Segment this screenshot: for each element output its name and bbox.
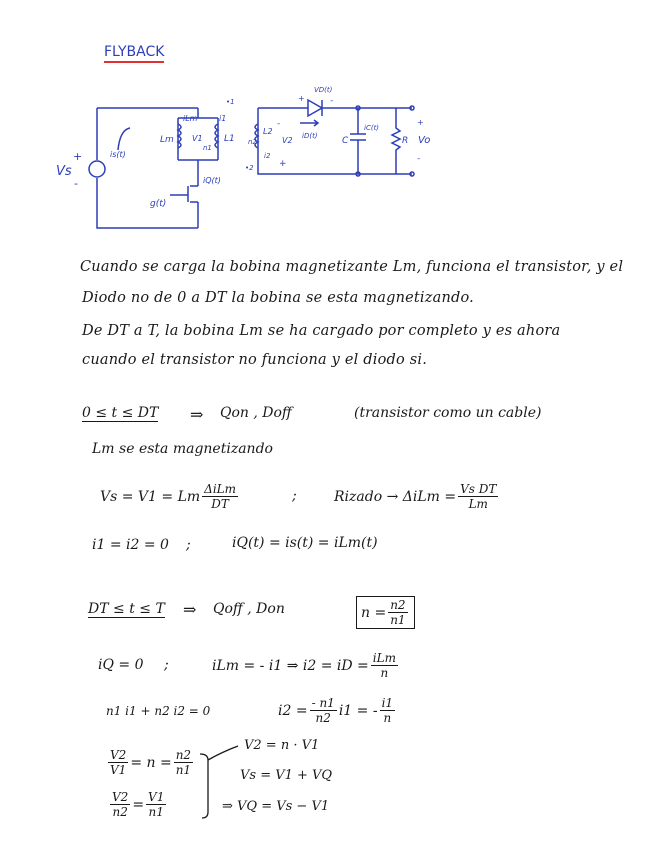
svg-text:•1: •1	[226, 98, 235, 106]
svg-text:•2: •2	[245, 164, 254, 172]
sec2-eq2: iLm = - i1 ⇒ i2 = iD = $\frac{\text{iLm}}{n}$	[212, 651, 396, 680]
vs-label: Vs	[56, 164, 72, 179]
sec1-eq1: Vs = V1 = Lm $\frac{\text{ΔiLm}}{DT}$	[100, 482, 237, 511]
svg-text:-: -	[330, 96, 334, 106]
para2-line1: De DT a T, la bobina Lm se ha cargado por completo y es ahora	[82, 323, 561, 339]
sec1-arrow: ⇒	[190, 405, 204, 424]
para1-line1: Cuando se carga la bobina magnetizante Lm, funciona el transistor, y el	[80, 259, 624, 275]
svg-text:V1: V1	[192, 134, 203, 143]
sec2-eq1: iQ = 0	[98, 657, 144, 673]
svg-text:-: -	[417, 154, 421, 164]
sec1-eq2: i1 = i2 = 0	[92, 537, 169, 553]
svg-text:iLm: iLm	[183, 114, 198, 123]
sec2-result3: ⇒ VQ = Vs − V1	[222, 799, 330, 814]
sec1-desc: Lm se esta magnetizando	[92, 441, 273, 457]
para1-line2: Diodo no de 0 a DT la bobina se esta magnetizando.	[82, 290, 474, 306]
svg-text:-: -	[74, 177, 78, 190]
svg-text:iC(t): iC(t)	[364, 124, 380, 132]
sec1-note: (transistor como un cable)	[354, 405, 542, 421]
sec2-arrow: ⇒	[183, 600, 197, 619]
svg-text:Lm: Lm	[160, 135, 174, 145]
sec1-state: Qon , Doff	[220, 405, 292, 421]
sec2-state: Qoff , Don	[213, 601, 285, 617]
notes-page: FLYBACK Vs + - is(t) iLm Lm V1 L1 n1 •1 i1 iQ(t) g(t) L2 n2 V2 i2 •2 VD(t) iD(t) iC(t) C R Vo + - + - - + Cuando se carga la bobina magnetizante Lm, funciona el transistor, y el Diodo no de 0 a DT la bobina se esta magnetizando. De DT a T, la bobina Lm se ha cargado por completo y es ahora cuando el transistor no funciona y el diodo si. 0 ≤ t ≤ DT ⇒ Qon , Doff (transistor como un cable) Lm se esta magnetizando Vs = V1 = Lm $\frac{\text{ΔiLm}}{DT}$ ; Rizado → ΔiLm = $\frac{\text{Vs DT}}{Lm}$ i1 = i2 = 0 ; iQ(t) = is(t) = iLm(t) DT ≤ t ≤ T ⇒ Qoff , Don n = $\frac{n2}{n1}$ iQ = 0 ; iLm = - i1 ⇒ i2 = iD = $\frac{\text{iLm}}{n}$ n1 i1 + n2 i2 = 0 i2 = $\frac{- n1}{n2}$ i1 = - $\frac{i1}{n}$ $\frac{V2}{V1}$ = n = $\frac{n2}{n1}$ $\frac{V2}{n2}$ = $\frac{V1}{n1}$ V2 = n · V1 Vs = V1 + VQ ⇒ VQ = Vs − V1	[0, 0, 656, 848]
sec1-eq3: iQ(t) = is(t) = iLm(t)	[232, 535, 378, 551]
svg-text:R: R	[402, 136, 409, 146]
svg-text:Vo: Vo	[418, 135, 431, 146]
svg-text:iQ(t): iQ(t)	[203, 176, 221, 185]
para2-line2: cuando el transistor no funciona y el diodo si.	[82, 352, 428, 368]
turns-ratio-box: n = $\frac{n2}{n1}$	[356, 596, 415, 629]
svg-text:g(t): g(t)	[150, 199, 167, 209]
svg-text:i2: i2	[264, 152, 271, 160]
svg-text:iD(t): iD(t)	[302, 132, 318, 140]
svg-text:+: +	[417, 118, 424, 127]
svg-text:VD(t): VD(t)	[314, 86, 333, 94]
sec2-eq4: i2 = $\frac{- n1}{n2}$ i1 = - $\frac{i1}{n}$	[278, 696, 394, 725]
sec2-condition: DT ≤ t ≤ T	[88, 601, 165, 617]
svg-text:+: +	[279, 159, 287, 169]
sec2-eq3: n1 i1 + n2 i2 = 0	[106, 704, 211, 718]
sec2-result1: V2 = n · V1	[244, 738, 320, 753]
svg-text:C: C	[342, 136, 349, 146]
svg-text:+: +	[298, 94, 305, 103]
svg-text:n1: n1	[203, 144, 212, 152]
sec2-frac1: $\frac{V2}{V1}$ = n = $\frac{n2}{n1}$	[110, 748, 192, 777]
svg-text:+: +	[73, 150, 83, 163]
svg-text:i1: i1	[219, 114, 227, 123]
sec1-rizado: Rizado → ΔiLm = $\frac{\text{Vs DT}}{Lm}$	[334, 482, 497, 511]
svg-text:is(t): is(t)	[110, 150, 126, 159]
svg-text:-: -	[277, 119, 281, 129]
sec1-condition: 0 ≤ t ≤ DT	[82, 405, 159, 421]
svg-text:V2: V2	[282, 136, 293, 145]
sec2-frac2: $\frac{V2}{n2}$ = $\frac{V1}{n1}$	[112, 790, 165, 819]
svg-text:n2: n2	[248, 138, 257, 146]
svg-text:L1: L1	[224, 134, 235, 144]
svg-text:L2: L2	[263, 127, 273, 136]
sec2-result2: Vs = V1 + VQ	[240, 768, 333, 783]
page-title: FLYBACK	[104, 44, 164, 63]
